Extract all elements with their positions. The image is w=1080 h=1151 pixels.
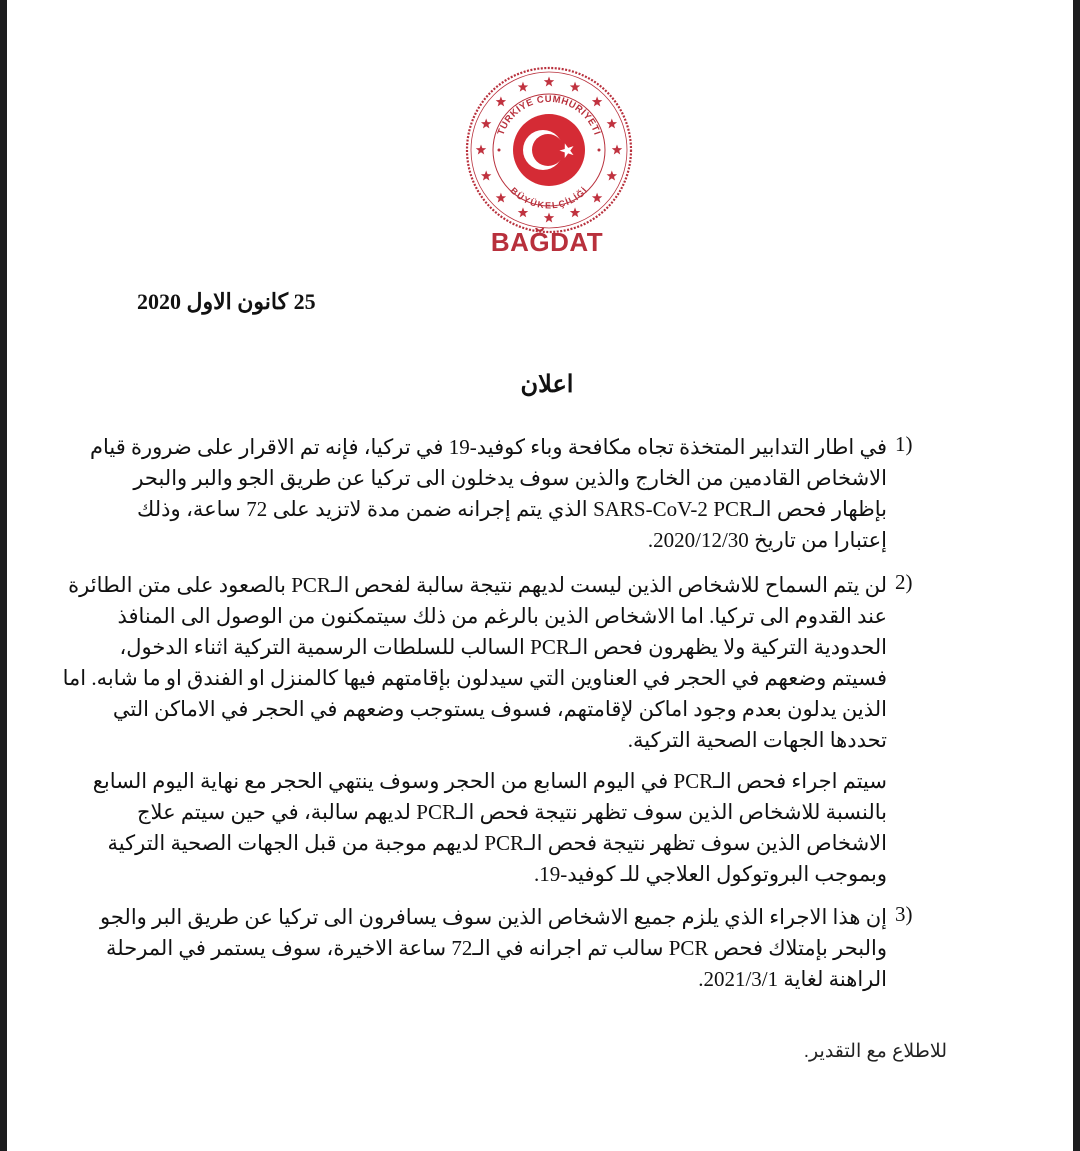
document-title: اعلان — [520, 372, 574, 398]
paragraph-line: الذين يدلون بعدم وجود اماكن لإقامتهم، فسوف يستوجب وضعهم في الحجر في الاماكن التي — [112, 697, 887, 721]
announcement-item-3 — [100, 902, 887, 995]
paragraph-line: والبحر بإمتلاك فحص PCR سالب تم اجرانه في الـ72 ساعة الاخيرة، سوف يستمر في المرحلة — [106, 936, 887, 960]
document-page — [7, 0, 1073, 1151]
seal-star-icon — [496, 193, 506, 203]
paragraph-line: إعتبارا من تاريخ 2020/12/30. — [647, 528, 887, 552]
paragraph-line: الاشخاص الذين سوف تظهر نتيجة فحص الـPCR لديهم موجبة من قبل الجهات الصحية التركية — [107, 831, 887, 855]
paragraph-line: لن يتم السماح للاشخاص الذين ليست لديهم نتيجة سالبة لفحص الـPCR بالصعود على متن الطائرة — [68, 573, 887, 597]
seal-star-icon — [544, 213, 554, 223]
seal-star-icon — [496, 96, 506, 106]
paragraph-line: الاشخاص القادمين من الخارج والذين سوف يدخلون الى تركيا عن طريق الجو والبر والبحر — [133, 466, 887, 490]
seal-text-top: TÜRKİYE CUMHURİYETİ — [495, 93, 603, 137]
paragraph-line: وبموجب البروتوكول العلاجي للـ كوفيد-19. — [533, 862, 887, 886]
paragraph-line: الراهنة لغاية 2021/3/1. — [698, 967, 887, 991]
paragraph-line: في اطار التدابير المتخذة تجاه مكافحة وباء كوفيد-19 في تركيا، فإنه تم الاقرار على ضرورة قيام — [90, 435, 887, 459]
announcement-item-1 — [90, 432, 887, 556]
paragraph-line: بالنسبة للاشخاص الذين سوف تظهر نتيجة فحص الـPCR لديهم سالبة، في حين سيتم علاج — [137, 800, 887, 824]
seal-star-icon — [592, 96, 602, 106]
seal-star-icon — [612, 145, 622, 155]
document-date: 25 كانون الاول 2020 — [137, 289, 316, 314]
seal-star-icon — [592, 193, 602, 203]
city-name: BAĞDAT — [490, 227, 604, 257]
paragraph-line: عند القدوم الى تركيا. اما الاشخاص الذين بالرغم من ذلك سيتمكنون من الوصول الى المنافذ — [117, 604, 887, 628]
seal-star-icon — [518, 82, 528, 92]
paragraph-line: الحدودية التركية ولا يظهرون فحص الـPCR السالب للسلطات الرسمية التركية اثناء الدخول، — [119, 635, 887, 659]
seal-star-icon — [607, 118, 617, 128]
seal-star-icon — [607, 171, 617, 181]
svg-text:BÜYÜKELÇİLİĞİ — [509, 185, 590, 210]
embassy-seal-logo — [463, 64, 635, 236]
closing-salutation: للاطلاع مع التقدير. — [803, 1041, 947, 1062]
paragraph-line: بإظهار فحص الـSARS-CoV-2 PCR الذي يتم إجرانه ضمن مدة لاتزيد على 72 ساعة، وذلك — [137, 497, 887, 521]
announcement-item-2-continuation — [92, 766, 887, 890]
paragraph-line: فسيتم وضعهم في الحجر في العناوين التي سيدلون بإقامتهم فيها كالمنزل او الفندق او ما شابه. اما — [62, 666, 887, 690]
seal-text-bottom: BÜYÜKELÇİLİĞİ — [508, 185, 590, 211]
item-number: 3) — [895, 902, 913, 926]
paragraph-line: سيتم اجراء فحص الـPCR في اليوم السابع من الحجر وسوف ينتهي الحجر مع نهاية اليوم السابع — [92, 769, 887, 793]
seal-star-icon — [544, 77, 554, 87]
seal-star-icon — [570, 82, 580, 92]
paragraph-line: إن هذا الاجراء الذي يلزم جميع الاشخاص الذين سوف يسافرون الى تركيا عن طريق البر والجو — [100, 905, 887, 929]
seal-star-icon — [481, 171, 491, 181]
item-number: 1) — [895, 432, 913, 456]
paragraph-line: تحددها الجهات الصحية التركية. — [627, 728, 887, 752]
item-number: 2) — [895, 570, 913, 594]
seal-star-icon — [570, 207, 580, 217]
seal-star-icon — [518, 207, 528, 217]
announcement-item-2 — [62, 570, 887, 756]
seal-star-icon — [481, 118, 491, 128]
seal-star-icon — [476, 145, 486, 155]
